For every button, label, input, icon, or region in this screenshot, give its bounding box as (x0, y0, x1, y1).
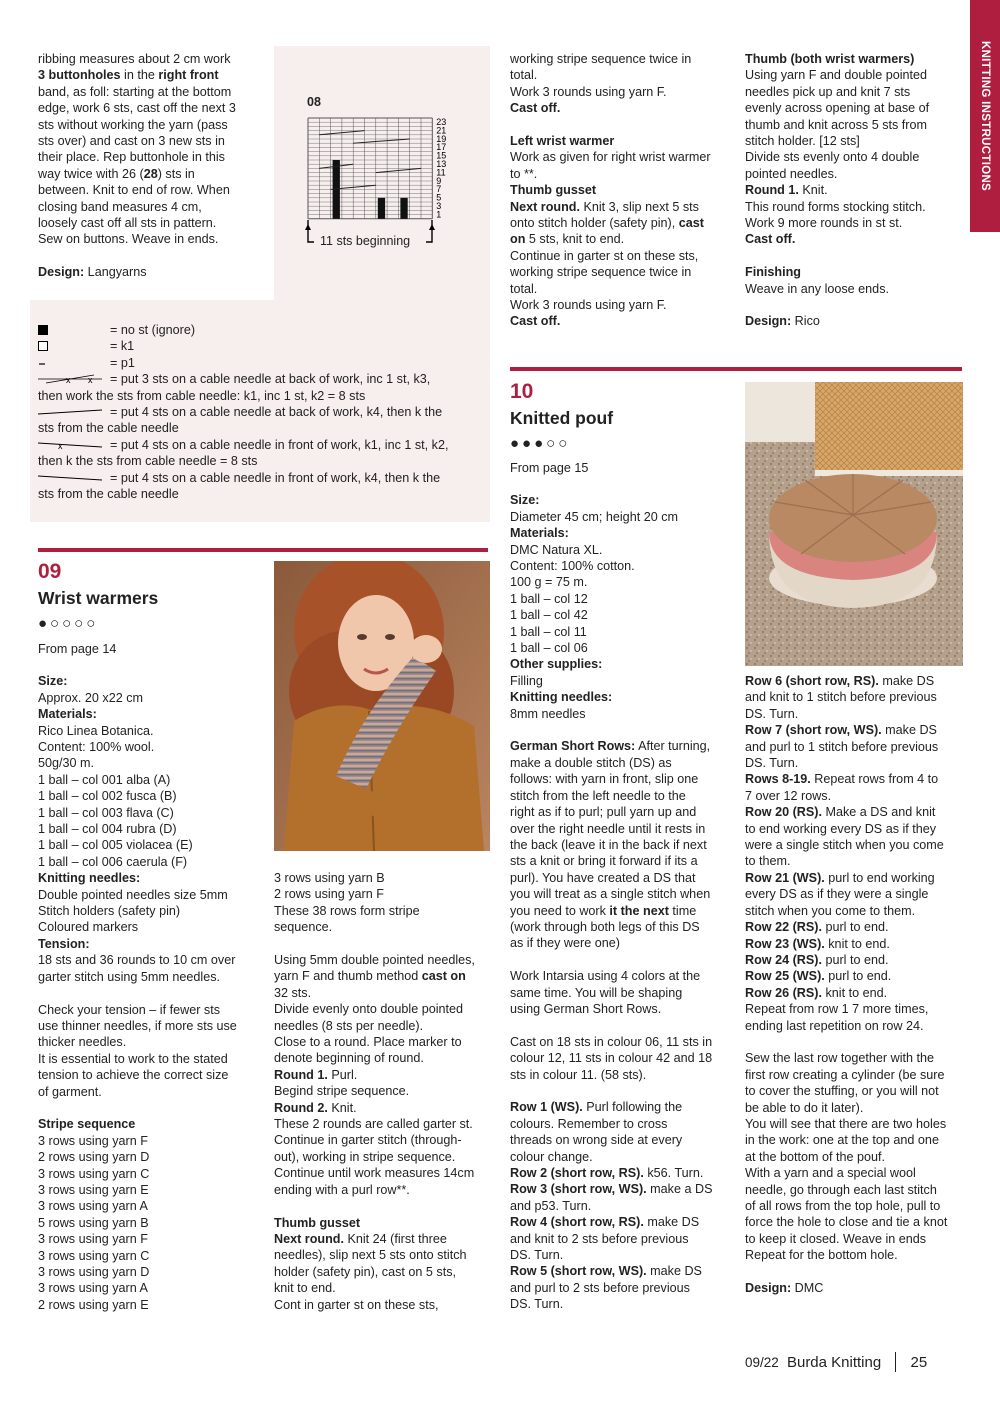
difficulty-rating: ●○○○○ (38, 615, 99, 632)
col3-line (510, 117, 736, 133)
s09-line: Double pointed needles size 5mm (38, 887, 228, 902)
col3-top-text (510, 51, 736, 330)
s10-line: 100 g = 75 m. (510, 575, 588, 590)
col1-line: way twice with 26 (28) sts in (38, 166, 195, 181)
col4b-line: Repeat from row 1 7 more times, (745, 1002, 929, 1017)
col1-line: closing band measures 4 cm, (38, 199, 202, 214)
legend-text: = put 4 sts on a cable needle at back of work, k4, then k the (110, 404, 443, 419)
s09-line: 5 rows using yarn B (38, 1215, 149, 1230)
s10-line: (work through both legs of this DS (510, 919, 700, 934)
col4b-line: every DS as if they were a single (745, 887, 929, 902)
s09-line: Coloured markers (38, 920, 139, 935)
col2-line: sequence. (274, 920, 333, 935)
col4b-line: DS. Turn. (745, 706, 799, 721)
s09-line: 3 rows using yarn C (38, 1248, 150, 1263)
col2-line: 3 rows using yarn B (274, 871, 385, 885)
row-number: 13 (436, 159, 447, 169)
s09-line: 2 rows using yarn D (38, 1150, 150, 1165)
s09-line: 18 sts and 36 rounds to 10 cm over (38, 953, 236, 968)
s10-line: Row 2 (short row, RS). k56. Turn. (510, 1165, 704, 1180)
page-number: 25 (910, 1354, 928, 1371)
col2-line: 32 sts. (274, 985, 312, 1000)
difficulty-rating: ●●●○○ (510, 435, 571, 452)
s10-line: make a double stitch (DS) as (510, 755, 672, 770)
s10-line: Filling (510, 673, 543, 688)
no-stitch-block (378, 198, 385, 219)
s09-line: 3 rows using yarn A (38, 1281, 148, 1296)
row-number: 3 (436, 201, 442, 211)
col3-line: Work 3 rounds using yarn F. (510, 84, 667, 99)
s10-line: same time. You will be shaping (510, 985, 683, 1000)
col2-line: 2 rows using yarn F (274, 887, 384, 902)
legend-text: = no st (ignore) (110, 323, 196, 337)
s10-line: over the right needle until it rests in (510, 821, 706, 836)
col4b-line: to keep it closed. Weave in ends (745, 1231, 927, 1246)
s09-line: Check your tension – if fewer sts (38, 1002, 220, 1017)
col2-line: needles (8 sts per needle). (274, 1018, 424, 1033)
col1-line: their place. Rep buttonhole in this (38, 150, 225, 165)
col2-line: Continue until work measures 14cm (274, 1166, 475, 1181)
svg-text:x: x (58, 440, 63, 451)
section-tab (970, 0, 1000, 232)
legend-text-cont: sts from the cable needle (38, 421, 179, 436)
row-number: 11 (436, 167, 446, 178)
col4-line: Design: Rico (745, 314, 820, 329)
col4-lower-text (745, 673, 967, 1296)
s10-line: 1 ball – col 06 (510, 641, 588, 656)
col2-line: Continue in garter stitch (through- (274, 1133, 462, 1148)
s10-line: DMC Natura XL. (510, 542, 603, 557)
legend-item (38, 322, 484, 338)
s09-line: Approx. 20 x22 cm (38, 690, 143, 705)
row-number: 5 (436, 192, 442, 203)
col4b-line: Row 6 (short row, RS). make DS (745, 674, 935, 688)
col3-line: on 5 sts, knit to end. (510, 232, 625, 247)
col3-line: Cast off. (510, 101, 561, 116)
chart-08 (300, 92, 485, 252)
legend-item (38, 470, 484, 486)
section-09-body (38, 657, 270, 1313)
s10-line: the back (leave it in the back if next (510, 837, 707, 852)
s09-line: 3 rows using yarn E (38, 1182, 149, 1197)
s10-line: Diameter 45 cm; height 20 cm (510, 509, 678, 524)
row-number: 23 (436, 117, 447, 127)
col4b-line: With a yarn and a special wool (745, 1166, 916, 1181)
col3-line: working stripe sequence twice in (510, 265, 692, 280)
col2-line: Using 5mm double pointed needles, (274, 953, 475, 968)
col4b-line: to cover the stuffing, or you will not (745, 1084, 939, 1099)
col4-line: Finishing (745, 265, 801, 280)
col2-line: out), working in stripe sequence. (274, 1149, 456, 1164)
s09-line: 3 rows using yarn F (38, 1232, 148, 1247)
col4b-line: Design: DMC (745, 1281, 824, 1295)
col4b-line: at the bottom of the pouf. (745, 1149, 886, 1164)
footer (745, 1352, 927, 1373)
s10-line: stitch from the left needle to the (510, 788, 686, 803)
col4b-line (745, 1034, 967, 1050)
s10-line (510, 1083, 740, 1099)
col3-line: onto stitch holder (safety pin), cast (510, 216, 704, 231)
col2-line: denote beginning of round. (274, 1051, 424, 1066)
s10-line: follows: with yarn in front, slip one (510, 772, 699, 787)
s09-line (38, 657, 270, 673)
col3-line: working stripe sequence twice in (510, 52, 692, 66)
col4b-line: DS. Turn. (745, 756, 799, 771)
s10-line: 1 ball – col 11 (510, 624, 587, 639)
s10-line: Content: 100% cotton. (510, 559, 635, 574)
col4b-line: Row 7 (short row, WS). make DS (745, 723, 937, 738)
s10-line: Size: (510, 493, 540, 508)
col2-line: yarn F and thumb method cast on (274, 969, 466, 984)
s10-line: using German Short Rows. (510, 1001, 662, 1016)
legend-item (38, 355, 484, 371)
s10-line: colour 12, 11 sts in colour 42 and 18 (510, 1051, 713, 1066)
legend-item (38, 404, 484, 420)
col2-line: knit to end. (274, 1281, 336, 1296)
col4-line: Using yarn F and double pointed (745, 68, 928, 83)
s10-line: threads on wrong side at every (510, 1133, 683, 1148)
magazine-title: Burda Knitting (786, 1354, 882, 1371)
col2-line: Close to a round. Place marker to (274, 1035, 462, 1050)
col3-line: Left wrist warmer (510, 134, 615, 149)
s10-line (510, 476, 740, 492)
s09-line: Size: (38, 674, 68, 689)
col4-line: Thumb (both wrist warmers) (745, 52, 915, 66)
s09-line: Rico Linea Botanica. (38, 723, 154, 738)
col1-line: ribbing measures about 2 cm work (38, 52, 231, 66)
s10-line: DS. Turn. (510, 1297, 564, 1312)
s10-line: Work Intarsia using 4 colors at the (510, 969, 701, 984)
col2-line: ending with a purl row**. (274, 1182, 410, 1197)
col4b-line: Row 20 (RS). Make a DS and knit (745, 805, 936, 820)
col1-line: Design: Langyarns (38, 265, 147, 280)
col4-line: evenly across opening at base of (745, 101, 930, 116)
s10-line: 1 ball – col 12 (510, 591, 588, 606)
photo-wrist-warmers (274, 561, 490, 851)
s09-line: thicker needles. (38, 1035, 127, 1050)
chart-caption: 11 sts beginning (320, 234, 411, 248)
row-number: 19 (436, 133, 447, 144)
s10-line: colour change. (510, 1149, 593, 1164)
col1-line: sts over) and cast on 3 new sts in (38, 134, 225, 149)
col4b-line: be able to do it later). (745, 1100, 864, 1115)
s09-line: Materials: (38, 707, 97, 722)
section-09-title: Wrist warmers (38, 588, 159, 608)
row-number: 17 (436, 142, 447, 153)
s09-line: 1 ball – col 002 fusca (B) (38, 789, 177, 804)
col4b-line: Rows 8-19. Repeat rows from 4 to (745, 772, 939, 787)
s09-line: garter stitch using 5mm needles. (38, 969, 220, 984)
col3-line: total. (510, 281, 538, 296)
section-10-title: Knitted pouf (510, 408, 614, 428)
col3-line: to **. (510, 166, 538, 181)
legend-text: = put 4 sts on a cable needle in front of work, k4, then k the (110, 470, 441, 485)
col4b-line: force the hole to close and tie a knot (745, 1215, 948, 1230)
s10-line: Materials: (510, 526, 569, 541)
col4b-line: stitch when you come to them. (745, 903, 916, 918)
s09-line: Knitting needles: (38, 871, 141, 886)
col1-line: Sew on buttons. Weave in ends. (38, 232, 219, 247)
s09-line: Tension: (38, 936, 90, 951)
s10-line: Cast on 18 sts in colour 06, 11 sts in (510, 1034, 713, 1049)
s10-line: purl). You have created a DS that (510, 870, 696, 885)
col4-line: stitch holder. [12 sts] (745, 134, 860, 149)
col1-line: loosely cast off all sts in pattern. (38, 216, 217, 231)
col2-line: Begind stripe sequence. (274, 1084, 410, 1099)
s10-line: you need to work it the next time (510, 903, 697, 918)
s10-line: DS. Turn. (510, 1248, 564, 1263)
legend (38, 322, 484, 502)
col4b-line: of all rows from the top hole, pull to (745, 1198, 941, 1213)
s09-line (38, 1100, 270, 1116)
legend-item (38, 338, 484, 354)
s09-line: 1 ball – col 006 caerula (F) (38, 854, 188, 869)
s10-line: Knitting needles: (510, 690, 613, 705)
s10-line: 8mm needles (510, 706, 586, 721)
col4b-line: Repeat for the bottom hole. (745, 1248, 898, 1263)
section-10-from: From page 15 (510, 461, 589, 475)
s09-line: tension to achieve the correct size (38, 1068, 229, 1083)
row-number: 21 (436, 125, 447, 136)
chart-grid (300, 92, 485, 252)
s09-line: 1 ball – col 001 alba (A) (38, 772, 171, 787)
col4b-line: and purl to 1 stitch before previous (745, 739, 939, 754)
col4-line: Cast off. (745, 232, 796, 247)
col3-line: Cast off. (510, 314, 561, 329)
col2-line: Next round. Knit 24 (first three (274, 1231, 447, 1246)
s09-line: 2 rows using yarn E (38, 1297, 149, 1312)
legend-item (38, 437, 484, 453)
col3-line: Continue in garter st on these sts, (510, 248, 699, 263)
col4b-line (745, 1264, 967, 1280)
col4b-line: and knit to 1 stitch before previous (745, 690, 937, 705)
col4-line: pointed needles. (745, 166, 838, 181)
s10-line: German Short Rows: After turning, (510, 739, 711, 754)
s10-line: you will treat as a single stitch when (510, 887, 711, 902)
col1-line: band, as foll: starting at the bottom (38, 84, 232, 99)
legend-text: = put 3 sts on a cable needle at back of work, inc 1 st, k3, (110, 372, 431, 387)
s09-line: 1 ball – col 003 flava (C) (38, 805, 174, 820)
col1-line (38, 248, 270, 264)
col3-line: Work as given for right wrist warmer (510, 150, 711, 165)
col4-line: Weave in any loose ends. (745, 281, 889, 296)
s09-line: It is essential to work to the stated (38, 1051, 228, 1066)
col2-line (274, 936, 494, 952)
section-tab-label: KNITTING INSTRUCTIONS (979, 40, 992, 192)
col4b-line: 7 over 12 rows. (745, 788, 832, 803)
s09-line: of garment. (38, 1084, 102, 1099)
s10-line: 1 ball – col 42 (510, 608, 588, 623)
row-number: 15 (436, 150, 447, 161)
cable-stroke (353, 139, 410, 143)
col4-line (745, 248, 967, 264)
section-10-number: 10 (510, 380, 534, 403)
s10-line (510, 722, 740, 738)
col4b-line: needle, go through each last stitch (745, 1182, 937, 1197)
col4b-line: Row 25 (WS). purl to end. (745, 969, 892, 984)
s09-line: 3 rows using yarn A (38, 1199, 148, 1214)
s10-line: as if they were one) (510, 936, 620, 951)
col4b-line: ending last repetition on row 24. (745, 1018, 924, 1033)
s09-line: 1 ball – col 005 violacea (E) (38, 838, 193, 853)
s09-line: 3 rows using yarn C (38, 1166, 150, 1181)
svg-text:x: x (88, 375, 93, 386)
col3-line: Next round. Knit 3, slip next 5 sts (510, 199, 699, 214)
col4-line: This round forms stocking stitch. (745, 199, 926, 214)
col4-line: needles pick up and knit 7 sts (745, 84, 911, 99)
s09-line: 1 ball – col 004 rubra (D) (38, 822, 177, 837)
col1-top-text (38, 51, 270, 281)
s10-line: and purl to 2 sts before previous (510, 1280, 690, 1295)
legend-text-cont: then k the sts from cable needle = 8 sts (38, 454, 258, 469)
s09-line: Stitch holders (safety pin) (38, 904, 181, 919)
col4-line: Work 9 more rounds in st st. (745, 216, 903, 231)
legend-item (38, 371, 484, 387)
col2-line (274, 1198, 494, 1214)
section-10-rule (510, 367, 962, 371)
s09-line: Content: 100% wool. (38, 740, 155, 755)
s09-line (38, 985, 270, 1001)
svg-text:x: x (66, 375, 71, 386)
s10-line: colours. Remember to cross (510, 1116, 668, 1131)
col4b-line: Row 23 (WS). knit to end. (745, 936, 890, 951)
no-stitch-block (400, 198, 407, 219)
col4b-line: to end working every DS as if they (745, 821, 937, 836)
section-09-from: From page 14 (38, 642, 117, 656)
s10-line: and knit to 2 sts before previous (510, 1231, 689, 1246)
s10-line: Row 4 (short row, RS). make DS (510, 1215, 700, 1230)
section-09-rule (38, 548, 488, 552)
col3-line: Thumb gusset (510, 183, 597, 198)
s10-line: and p53. Turn. (510, 1198, 592, 1213)
section-09-number: 09 (38, 560, 62, 583)
col3-line: total. (510, 68, 538, 83)
col4b-line: You will see that there are two holes (745, 1116, 947, 1131)
s09-line: use thinner needles, if more sts use (38, 1018, 237, 1033)
legend-text: = put 4 sts on a cable needle in front of work, k1, inc 1 st, k2, (110, 437, 449, 452)
s10-line (510, 1017, 740, 1033)
col3-line: Work 3 rounds using yarn F. (510, 298, 667, 313)
s10-line: Row 1 (WS). Purl following the (510, 1100, 683, 1115)
col1-line: edge, work 6 sts, cast off the next 3 (38, 101, 236, 116)
col4b-line: Row 24 (RS). purl to end. (745, 952, 889, 967)
legend-text: = p1 (110, 355, 135, 370)
row-number: 9 (436, 175, 442, 186)
photo-knitted-pouf (745, 382, 963, 666)
section-10-body (510, 476, 740, 1313)
col2-line: Cont in garter st on these sts, (274, 1297, 439, 1312)
col2-line: Thumb gusset (274, 1215, 361, 1230)
col1-line: sts without working the yarn (pass (38, 117, 228, 132)
s10-line: Other supplies: (510, 657, 603, 672)
col2-line: These 38 rows form stripe (274, 903, 420, 918)
col4b-line: in the work: one at the top and one (745, 1133, 939, 1148)
col4-line: Round 1. Knit. (745, 183, 828, 198)
col4b-line: Row 26 (RS). knit to end. (745, 985, 888, 1000)
col4-line (745, 297, 967, 313)
col4-line: Divide sts evenly onto 4 double (745, 150, 920, 165)
row-number: 7 (436, 184, 442, 195)
col4-top-text (745, 51, 967, 330)
s10-line: sts a knit or bring it forward if its a (510, 854, 698, 869)
s10-line: right as if to purl; pull yarn up and (510, 805, 697, 820)
s10-line: Row 5 (short row, WS). make DS (510, 1264, 702, 1279)
col1-line: 3 buttonholes in the right front (38, 68, 219, 83)
col2-line: needles), slip next 5 sts onto stitch (274, 1248, 467, 1263)
col2-line: Divide evenly onto double pointed (274, 1002, 464, 1017)
col4b-line: Row 21 (WS). purl to end working (745, 870, 935, 885)
s09-line: 50g/30 m. (38, 756, 95, 771)
s09-line: 3 rows using yarn F (38, 1133, 148, 1148)
legend-text: = k1 (110, 339, 135, 354)
col2-line: holder (safety pin), cast on 5 sts, (274, 1264, 456, 1279)
col2-line: Round 2. Knit. (274, 1100, 357, 1115)
col2-line: These 2 rounds are called garter st. (274, 1117, 473, 1132)
s10-line (510, 952, 740, 968)
col4b-line: Row 22 (RS). purl to end. (745, 920, 889, 935)
s09-line: 3 rows using yarn D (38, 1264, 150, 1279)
col4b-line: to them. (745, 854, 791, 869)
col1-line: between. Knit to end of row. When (38, 183, 230, 198)
s10-line: sts in colour 11. (58 sts). (510, 1067, 647, 1082)
col4b-line: Sew the last row together with the (745, 1051, 935, 1066)
col4-line: thumb and knit across 5 sts from (745, 117, 927, 132)
col4b-line: first row creating a cylinder (be sure (745, 1067, 945, 1082)
footer-divider (895, 1352, 896, 1372)
issue-number: 09/22 (745, 1355, 779, 1370)
s10-line: Row 3 (short row, WS). make a DS (510, 1182, 713, 1197)
s09-line: Stripe sequence (38, 1117, 136, 1132)
col2-lower-text (274, 870, 494, 1313)
legend-text-cont: then work the sts from cable needle: k1, inc 1 st, k2 = 8 sts (38, 388, 366, 403)
chart-label: 08 (307, 95, 321, 109)
col2-line: Round 1. Purl. (274, 1067, 358, 1082)
legend-text-cont: sts from the cable needle (38, 486, 179, 501)
col4b-line: were a single stitch when you come (745, 838, 944, 853)
row-number: 1 (436, 209, 442, 220)
